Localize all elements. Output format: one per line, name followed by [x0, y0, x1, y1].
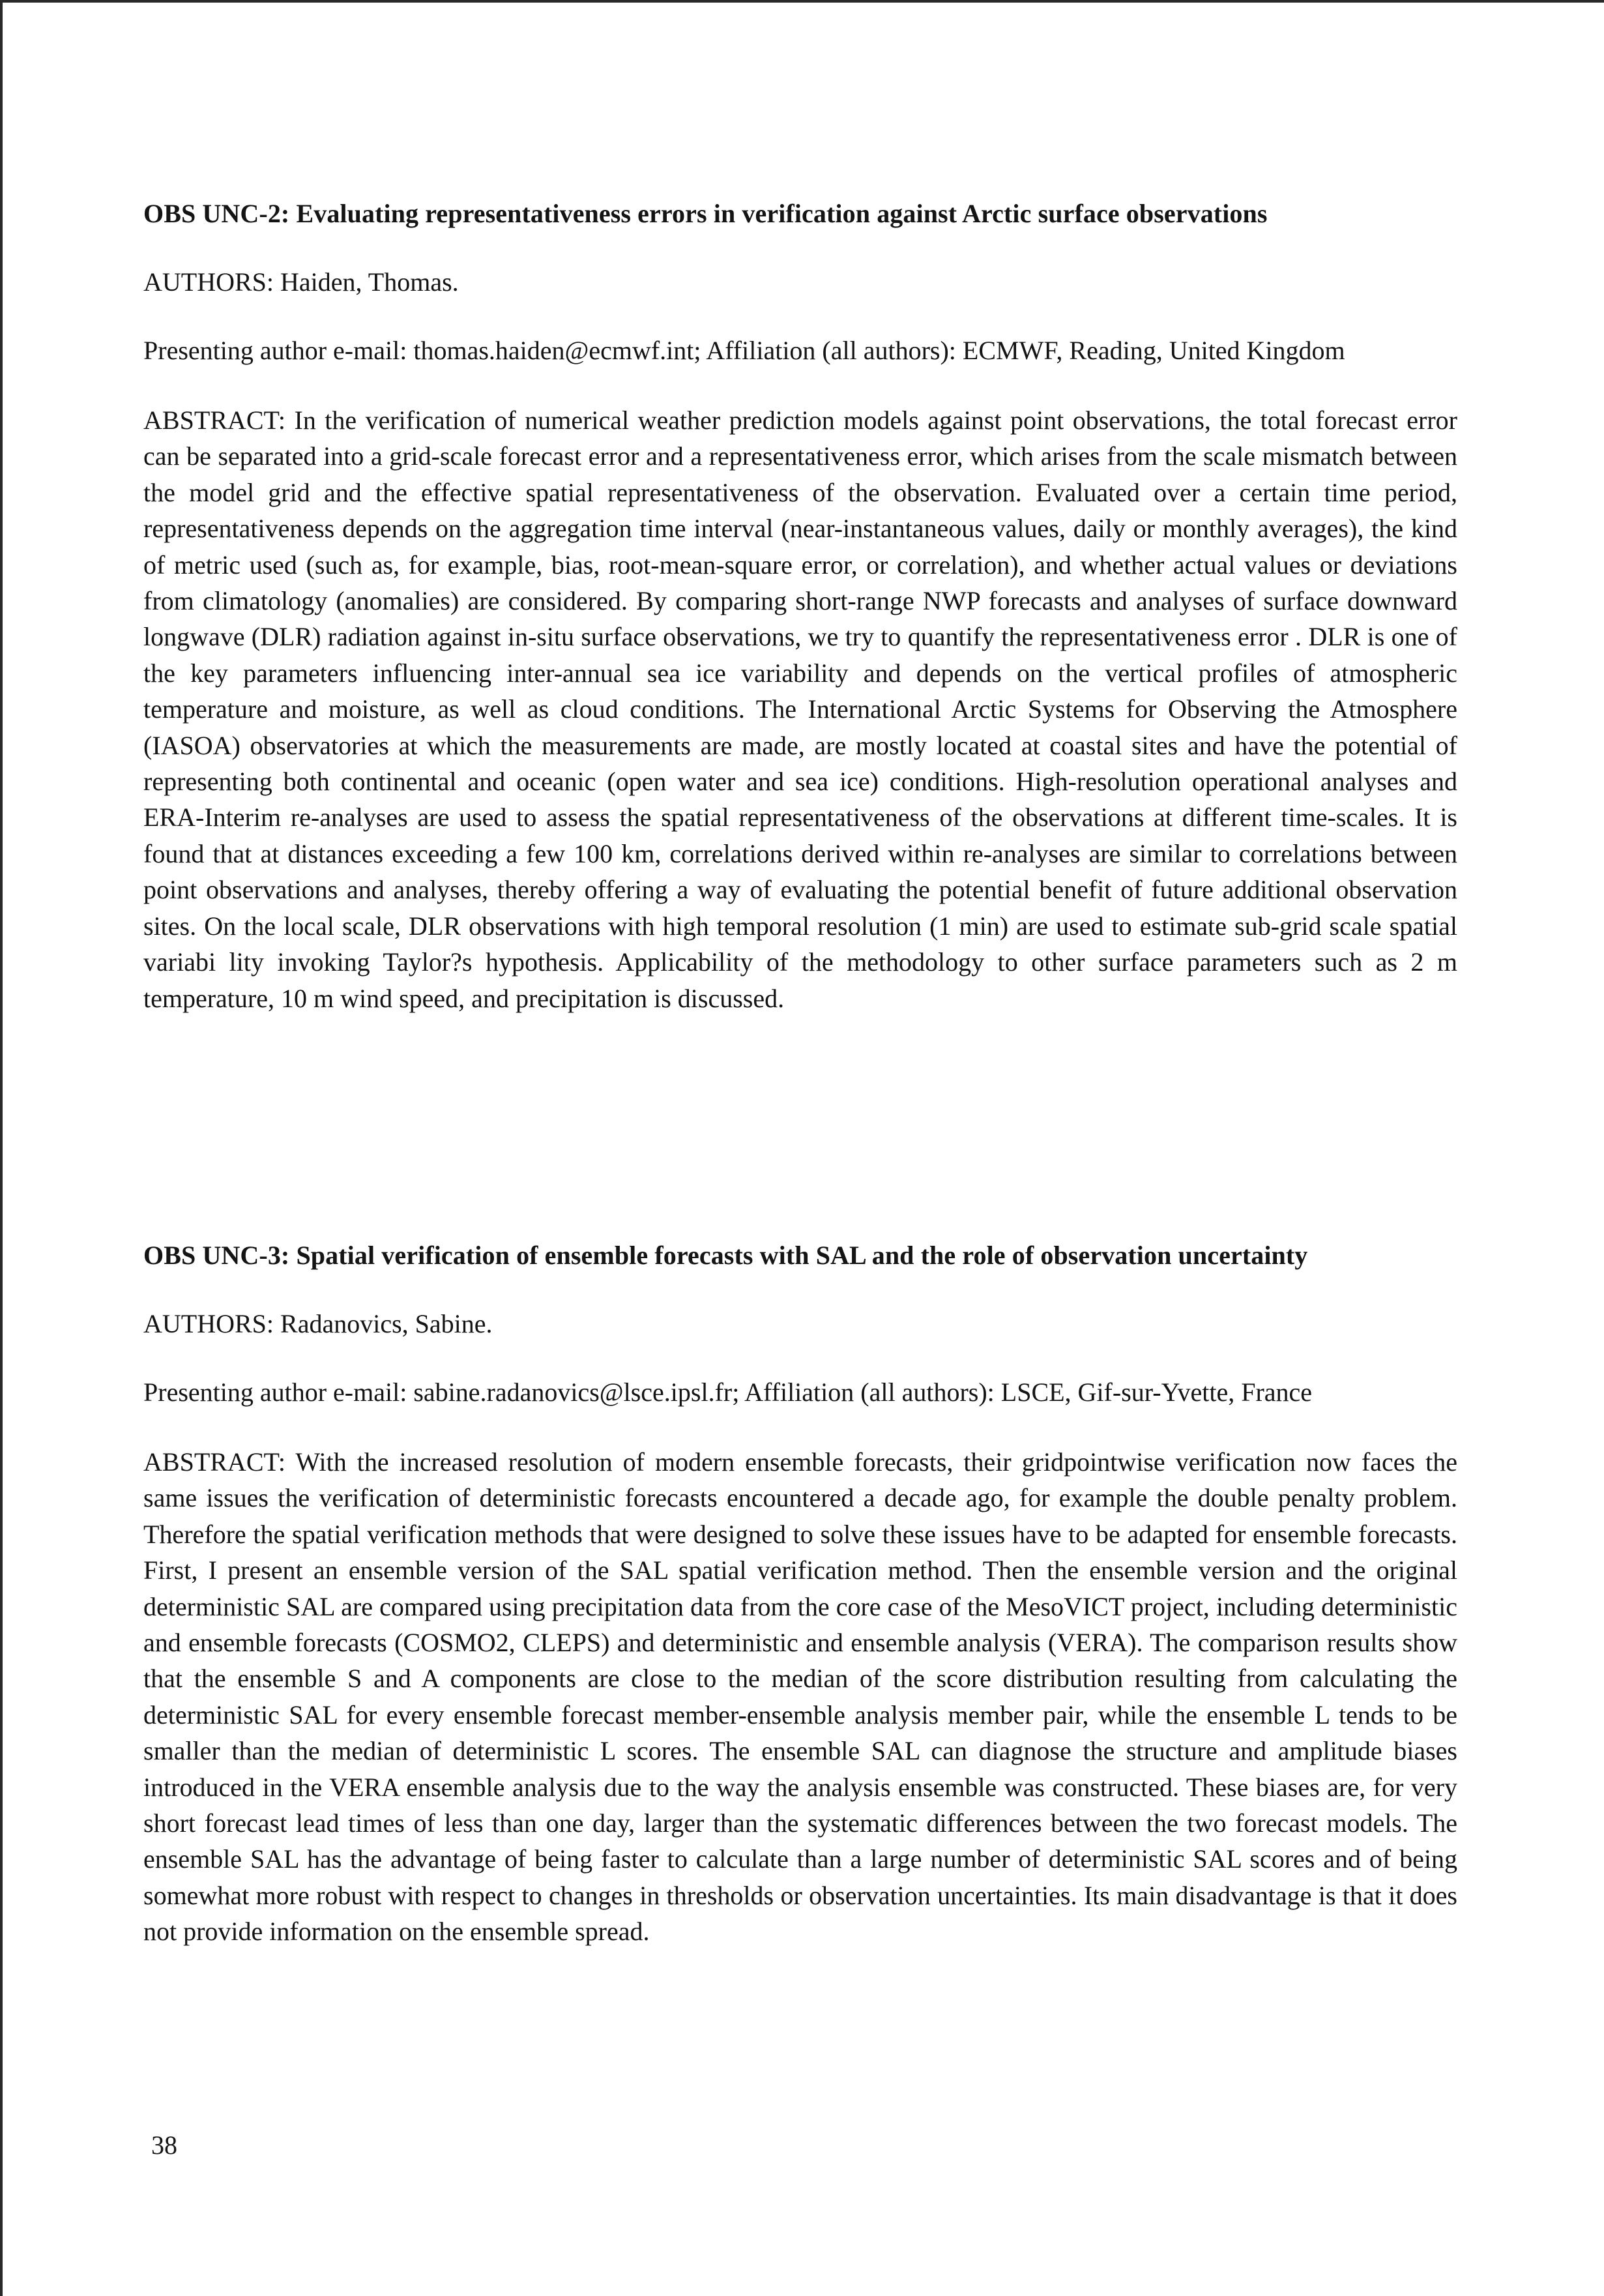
entry-authors: AUTHORS: Haiden, Thomas. — [143, 267, 459, 297]
entry-title: OBS UNC-3: Spatial verification of ensemble forecasts with SAL and the role of observation uncertainty — [143, 1241, 1308, 1270]
entry-abstract: ABSTRACT: In the verification of numerical weather prediction models against point observations, the total forecast error can be separated into a grid-scale forecast error and a representativeness error, which arises from the scale mismatch between the model grid and the effective spatial representativeness of the observation. Evaluated over a certain time period, representativeness depends on the aggregation time interval (near-instantaneous values, daily or monthly averages), the kind of metric used (such as, for example, bias, root-mean-square error, or correlation), and whether actual values or deviations from climatology (anomalies) are considered. By comparing short-range NWP forecasts and analyses of surface downward longwave (DLR) radiation against in-situ surface observations, we try to quantify the representativeness error . DLR is one of the key parameters influencing inter-annual sea ice variability and depends on the vertical profiles of atmospheric temperature and moisture, as well as cloud conditions. The International Arctic Systems for Observing the Atmosphere (IASOA) observatories at which the measurements are made, are mostly located at coastal sites and have the potential of representing both continental and oceanic (open water and sea ice) conditions. High-resolution operational analyses and ERA-Interim re-analyses are used to assess the spatial representativeness of the observations at different time-scales. It is found that at distances exceeding a few 100 km, correlations derived within re-analyses are similar to correlations between point observations and analyses, thereby offering a way of evaluating the potential benefit of future additional observation sites. On the local scale, DLR observations with high temporal resolution (1 min) are used to estimate sub-grid scale spatial variabi lity invoking Taylor?s hypothesis. Applicability of the methodology to other surface parameters such as 2 m temperature, 10 m wind speed, and precipitation is discussed. — [143, 405, 1457, 1013]
entry-authors: AUTHORS: Radanovics, Sabine. — [143, 1309, 493, 1338]
entry-abstract: ABSTRACT: With the increased resolution of modern ensemble forecasts, their gridpointwise verification now faces the same issues the verification of deterministic forecasts encountered a decade ago, for example the double penalty problem. Therefore the spatial verification methods that were designed to solve these issues have to be adapted for ensemble forecasts. First, I present an ensemble version of the SAL spatial verification method. Then the ensemble version and the original deterministic SAL are compared using precipitation data from the core case of the MesoVICT project, including deterministic and ensemble forecasts (COSMO2, CLEPS) and deterministic and ensemble analysis (VERA). The comparison results show that the ensemble S and A components are close to the median of the score distribution resulting from calculating the deterministic SAL for every ensemble forecast member-ensemble analysis member pair, while the ensemble L tends to be smaller than the median of deterministic L scores. The ensemble SAL can diagnose the structure and amplitude biases introduced in the VERA ensemble analysis due to the way the analysis ensemble was constructed. These biases are, for very short forecast lead times of less than one day, larger than the systematic differences between the two forecast models. The ensemble SAL has the advantage of being faster to calculate than a large number of deterministic SAL scores and of being somewhat more robust with respect to changes in thresholds or observation uncertainties. Its main disadvantage is that it does not provide information on the ensemble spread. — [143, 1447, 1457, 1947]
entry-contact-affiliation: Presenting author e-mail: sabine.radanovics@lsce.ipsl.fr; Affiliation (all authors): LSCE, Gif-sur-Yvette, France — [143, 1377, 1313, 1407]
entry-title: OBS UNC-2: Evaluating representativeness errors in verification against Arctic surface observations — [143, 199, 1268, 228]
abstract-entry-obs-unc-3 — [143, 1239, 1457, 1950]
page-number: 38 — [151, 2130, 177, 2160]
abstract-entry-obs-unc-2 — [143, 197, 1457, 1016]
entry-contact-affiliation: Presenting author e-mail: thomas.haiden@ecmwf.int; Affiliation (all authors): ECMWF, Reading, United Kingdom — [143, 336, 1345, 365]
